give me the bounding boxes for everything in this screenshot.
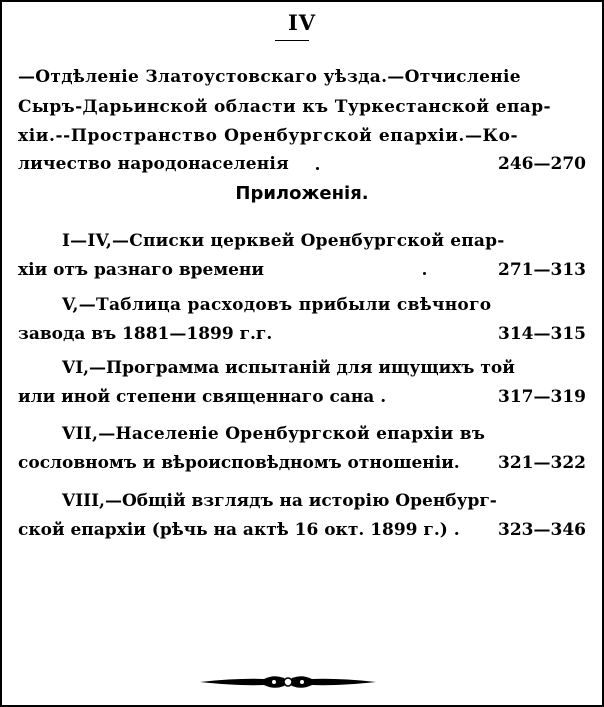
- entry-5-pages: 323—346: [498, 520, 586, 540]
- entry-1-pages: 271—313: [498, 260, 586, 280]
- intro-line-4: личество народонаселенія: [18, 154, 289, 174]
- entry-4-pages: 321—322: [498, 453, 586, 473]
- entry-2-line-1: V,—Таблица расходовъ прибыли свѣчного: [62, 295, 492, 315]
- entry-5-line-1: VIII,—Общій взглядъ на исторію Оренбург-: [62, 491, 497, 511]
- intro-line-3: хіи.--Пространство Оренбургской епархіи.—Ко-: [18, 126, 519, 146]
- ornament-divider: [198, 671, 378, 693]
- entry-4-line-2: сословномъ и вѣроисповѣдномъ отношеніи.: [18, 453, 460, 473]
- intro-line-1: —Отдѣленіе Златоустовскаго уѣзда.—Отчисленіе: [18, 67, 521, 87]
- leader-dot: [423, 272, 426, 275]
- intro-pages: 246—270: [498, 154, 586, 174]
- appendix-heading: Приложенія.: [235, 183, 369, 204]
- page-number: IV: [287, 10, 317, 35]
- page-number-rule: [275, 40, 309, 41]
- entry-2-line-2: завода въ 1881—1899 г.г.: [18, 324, 273, 344]
- entry-3-line-1: VI,—Программа испытаній для ищущихъ той: [62, 358, 515, 378]
- leader-dot: [316, 167, 319, 170]
- entry-2-pages: 314—315: [498, 324, 586, 344]
- entry-1-line-2: хіи отъ разнаго времени: [18, 260, 264, 280]
- entry-3-pages: 317—319: [498, 387, 586, 407]
- entry-1-line-1: I—IV,—Списки церквей Оренбургской епар-: [62, 231, 505, 251]
- entry-5-line-2: ской епархіи (рѣчь на актѣ 16 окт. 1899 г.) .: [18, 520, 460, 540]
- entry-3-line-2: или иной степени священнаго сана .: [18, 387, 387, 407]
- entry-4-line-1: VII,—Населеніе Оренбургской епархіи въ: [62, 424, 486, 444]
- intro-line-2: Сыръ-Дарьинской области къ Туркестанской епар-: [18, 97, 551, 117]
